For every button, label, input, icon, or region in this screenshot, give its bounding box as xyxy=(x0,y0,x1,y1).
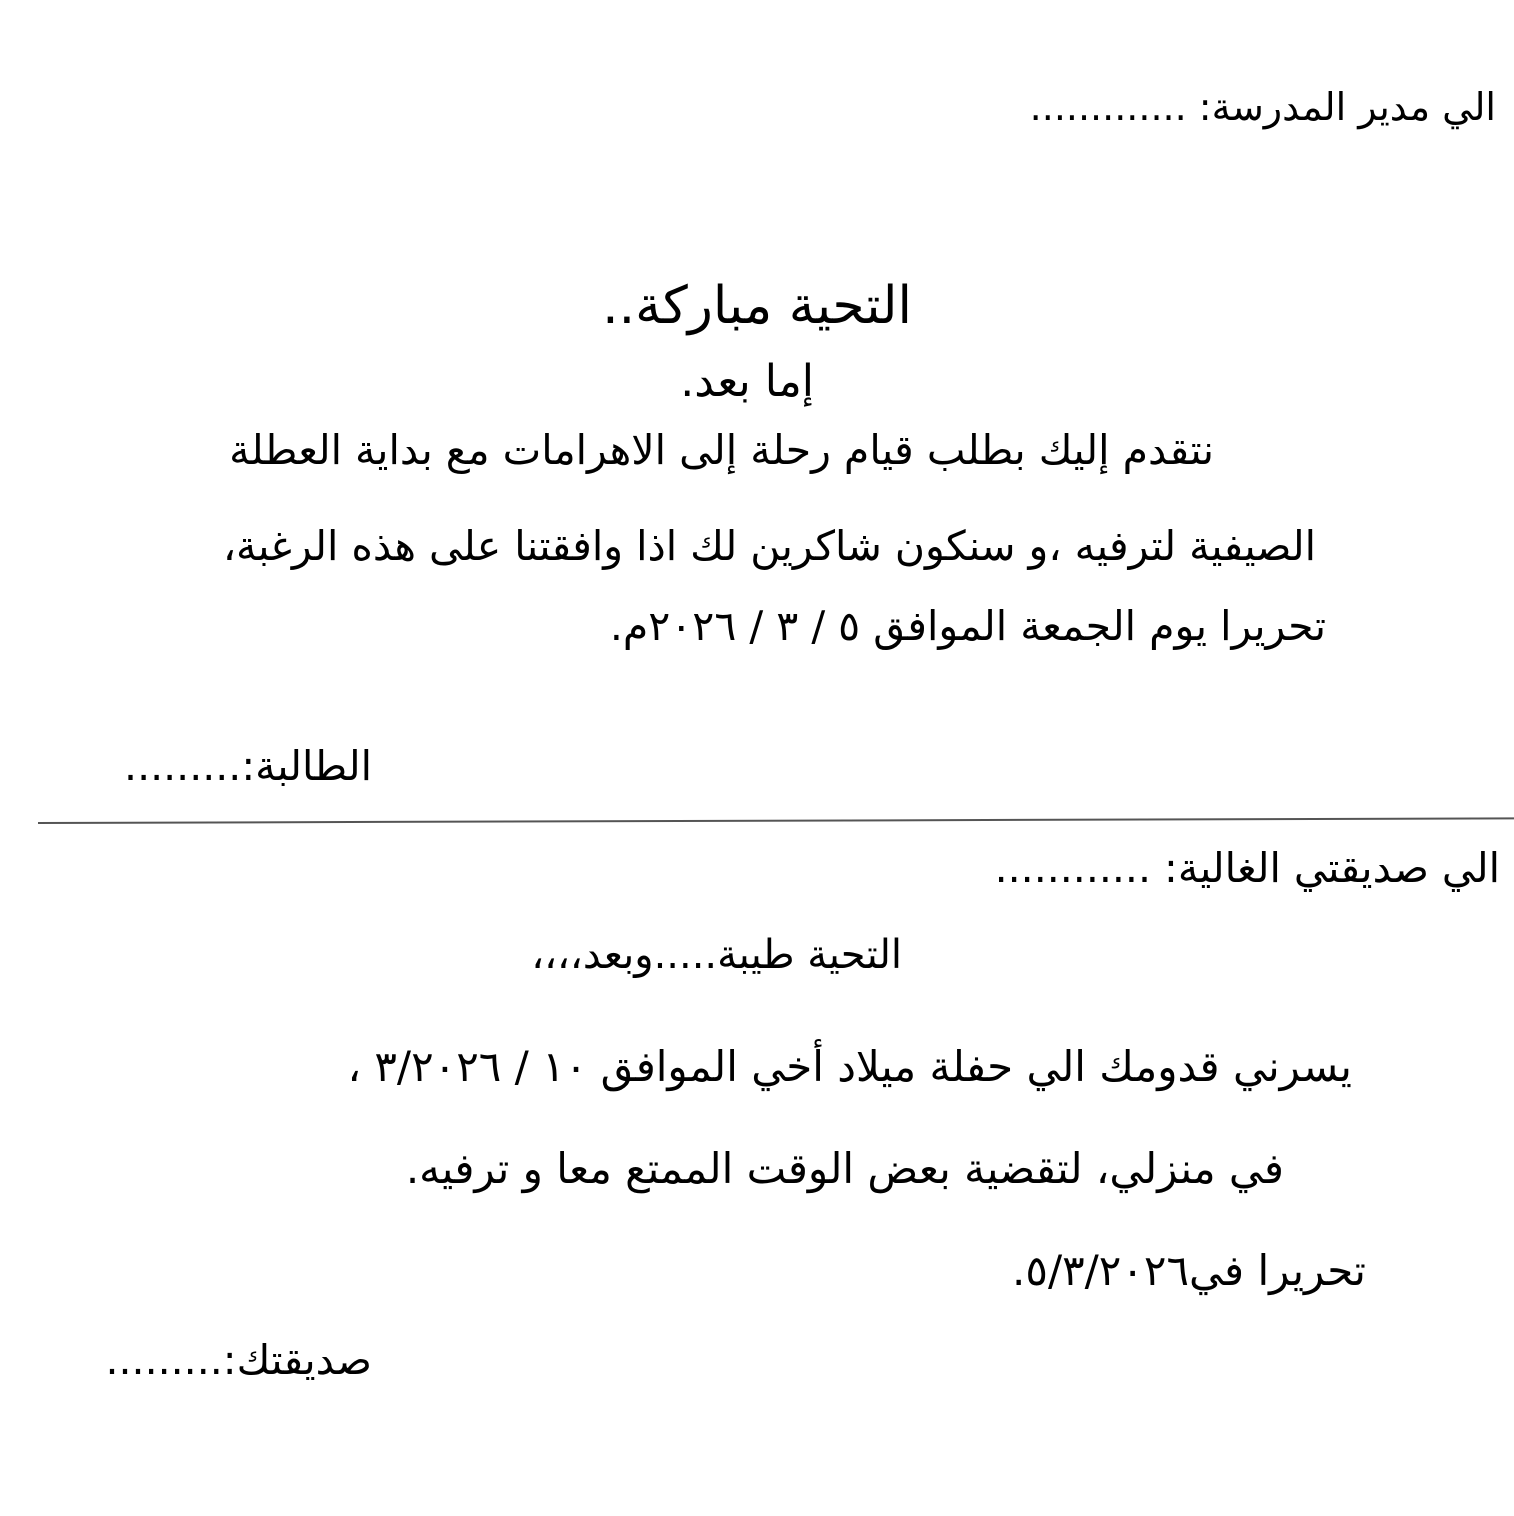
letter1-body-line-1: نتقدم إليك بطلب قيام رحلة إلى الاهرامات مع بداية العطلة xyxy=(229,426,1214,474)
letter2-body-line-1: يسرني قدومك الي حفلة ميلاد أخي الموافق ١٠ / ٣/٢٠٢٦ ، xyxy=(347,1042,1352,1091)
section-divider xyxy=(38,817,1514,824)
letter1-addressee: الي مدير المدرسة: ............. xyxy=(1029,85,1496,129)
letter1-greeting-text: التحية مباركة.. xyxy=(602,276,912,336)
letter1-signature: الطالبة:......... xyxy=(124,742,372,790)
letter2-greeting: التحية طيبة.....وبعد،،،، xyxy=(531,932,902,978)
letter2-addressee: الي صديقتي الغالية: ............ xyxy=(994,844,1500,892)
letter2-body-line-3: تحريرا في٥/٣/٢٠٢٦. xyxy=(1012,1246,1366,1295)
letter1-greeting xyxy=(0,276,1514,336)
letter2-body-line-2: في منزلي، لتقضية بعض الوقت الممتع معا و ترفيه. xyxy=(405,1144,1284,1193)
letter1-transition: إما بعد. xyxy=(680,356,814,407)
letter1-body-line-2: الصيفية لترفيه ،و سنكون شاكرين لك اذا وافقتنا على هذه الرغبة، xyxy=(222,522,1316,570)
letter1-body-line-3: تحريرا يوم الجمعة الموافق ٥ / ٣ / ٢٠٢٦م. xyxy=(609,602,1326,650)
letter2-signature: صديقتك:......... xyxy=(105,1336,372,1384)
